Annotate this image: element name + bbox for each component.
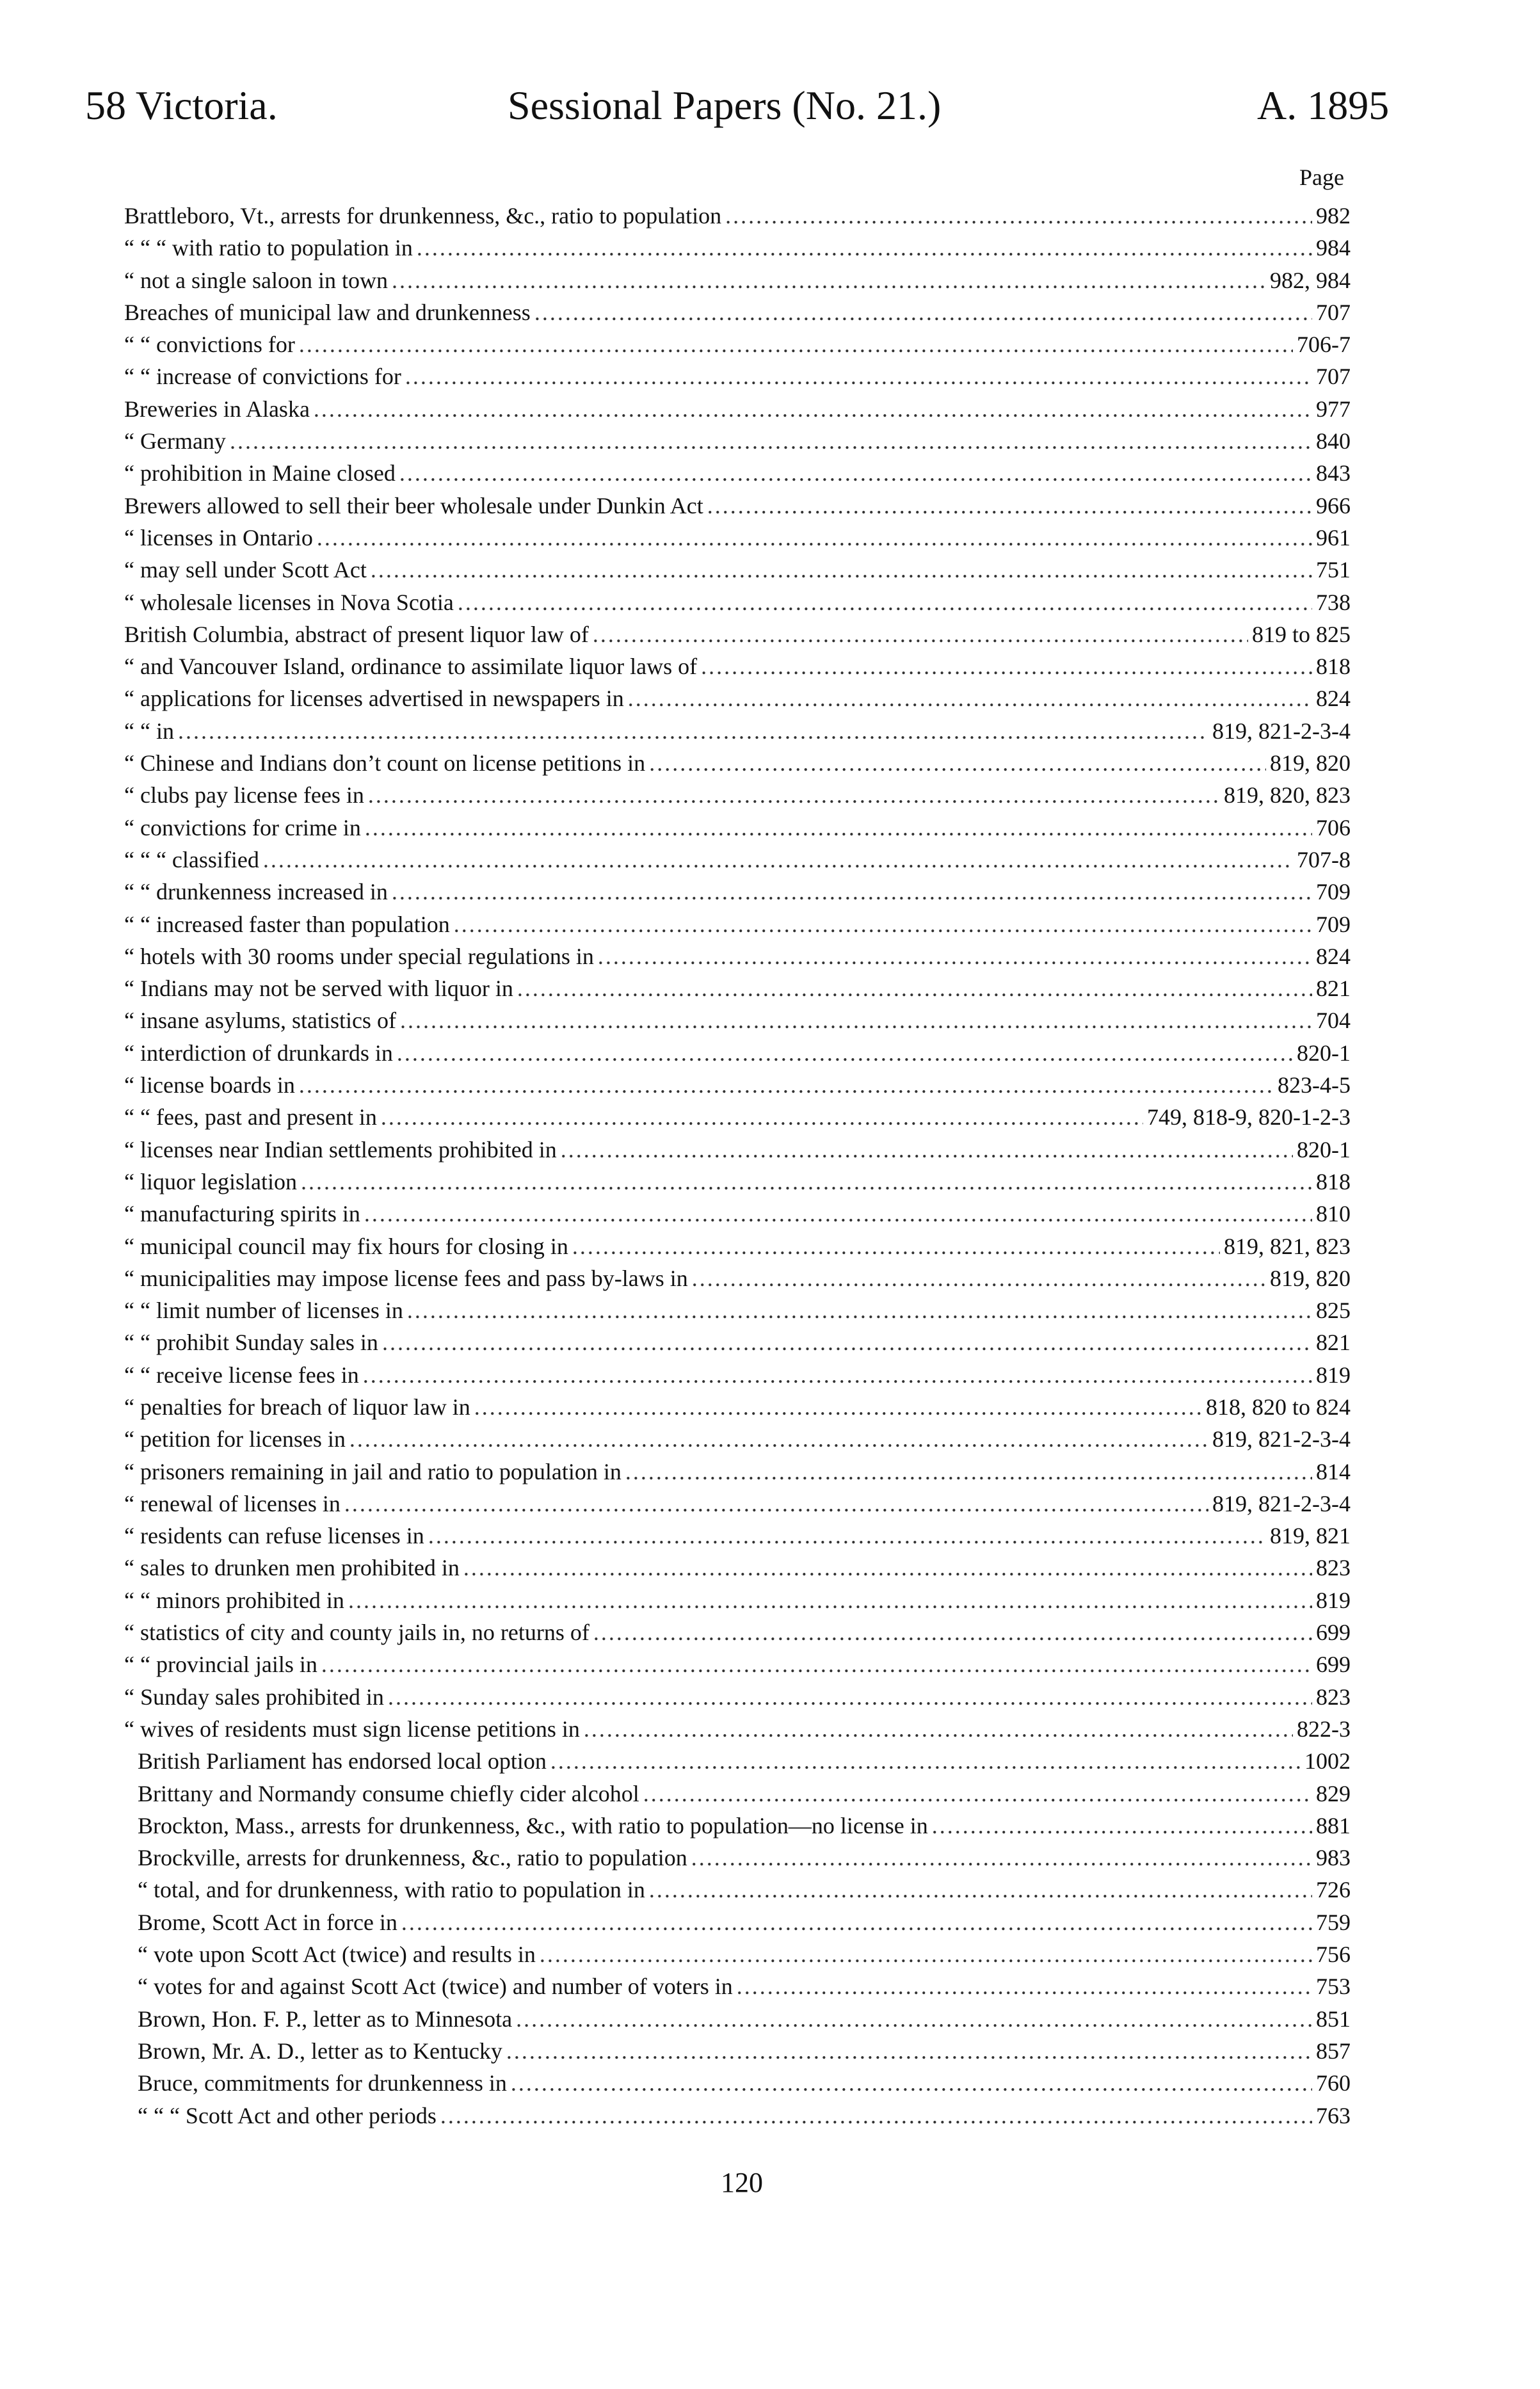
entry-page: 819, 820, 823 — [1224, 782, 1351, 808]
index-entry — [0, 1842, 1540, 1874]
entry-page: 840 — [1316, 428, 1351, 454]
index-entry — [0, 264, 1540, 296]
index-entry — [0, 232, 1540, 264]
entry-page: 977 — [1316, 396, 1351, 422]
dot-leader — [691, 1842, 1312, 1874]
index-entry — [0, 360, 1540, 392]
dot-leader — [440, 2100, 1312, 2132]
dot-leader — [540, 1938, 1312, 1970]
index-entry — [0, 1713, 1540, 1745]
entry-text: Breweries in Alaska — [124, 396, 310, 422]
index-entry — [0, 200, 1540, 232]
entry-text: Brown, Mr. A. D., letter as to Kentucky — [138, 2038, 502, 2064]
index-entry — [0, 522, 1540, 554]
entry-text: British Parliament has endorsed local option — [138, 1748, 547, 1774]
entry-page: 824 — [1316, 686, 1351, 712]
entry-page: 961 — [1316, 524, 1351, 551]
index-entry — [0, 2067, 1540, 2099]
dot-leader — [649, 747, 1266, 779]
index-entry — [0, 682, 1540, 714]
entry-page: 1002 — [1304, 1748, 1351, 1774]
entry-page: 753 — [1316, 1974, 1351, 2000]
index-entry — [0, 715, 1540, 747]
entry-page: 759 — [1316, 1909, 1351, 1935]
dot-leader — [299, 328, 1293, 360]
entry-text: Brittany and Normandy consume chiefly cider alcohol — [138, 1780, 639, 1806]
running-header — [0, 82, 1540, 140]
entry-text: “ “ drunkenness increased in — [124, 879, 388, 905]
index-entry — [0, 1262, 1540, 1294]
entry-text: “ Germany — [124, 428, 226, 454]
entry-page: 982 — [1316, 203, 1351, 229]
entry-page: 819 — [1316, 1587, 1351, 1613]
dot-leader — [392, 876, 1312, 908]
dot-leader — [417, 232, 1312, 264]
entry-page: 820-1 — [1297, 1040, 1351, 1066]
entry-page: 756 — [1316, 1942, 1351, 1968]
dot-leader — [344, 1488, 1208, 1520]
dot-leader — [349, 1423, 1208, 1455]
index-entry — [0, 1198, 1540, 1230]
entry-page: 819 to 825 — [1251, 621, 1351, 647]
dot-leader — [737, 1970, 1312, 2002]
index-entry — [0, 490, 1540, 522]
entry-page: 738 — [1316, 589, 1351, 615]
header-title: Sessional Papers (No. 21.) — [508, 83, 942, 128]
index-entry — [0, 393, 1540, 425]
entry-text: “ liquor legislation — [124, 1168, 297, 1194]
entry-page: 857 — [1316, 2038, 1351, 2064]
index-entry — [0, 296, 1540, 328]
dot-leader — [593, 618, 1248, 650]
entry-page: 819, 821-2-3-4 — [1212, 718, 1351, 744]
dot-leader — [516, 2003, 1312, 2035]
entry-text: “ “ prohibit Sunday sales in — [124, 1330, 378, 1356]
entry-text: “ votes for and against Scott Act (twice) and number of voters in — [138, 1974, 733, 2000]
index-entry — [0, 650, 1540, 682]
dot-leader — [397, 1037, 1293, 1069]
entry-text: “ wholesale licenses in Nova Scotia — [124, 589, 454, 615]
entry-page: 818, 820 to 824 — [1205, 1394, 1351, 1420]
dot-leader — [649, 1874, 1312, 1906]
entry-text: Brockton, Mass., arrests for drunkenness, &c., with ratio to population—no license in — [138, 1812, 928, 1838]
dot-leader — [707, 490, 1312, 522]
entry-page: 749, 818-9, 820-1-2-3 — [1147, 1104, 1351, 1130]
header-session: 58 Victoria. — [85, 83, 278, 128]
entry-text: Brattleboro, Vt., arrests for drunkenness, &c., ratio to population — [124, 203, 722, 229]
entry-page: 881 — [1316, 1812, 1351, 1838]
index-entry — [0, 747, 1540, 779]
dot-leader — [628, 682, 1312, 714]
entry-text: “ applications for licenses advertised in newspapers in — [124, 686, 624, 712]
entry-page: 814 — [1316, 1458, 1351, 1484]
dot-leader — [511, 2067, 1312, 2099]
index-entry — [0, 1004, 1540, 1036]
index-entry — [0, 2035, 1540, 2067]
entry-text: “ “ receive license fees in — [124, 1362, 359, 1388]
entry-page: 707 — [1316, 299, 1351, 325]
entry-text: “ total, and for drunkenness, with ratio to population in — [138, 1877, 645, 1903]
entry-text: “ manufacturing spirits in — [124, 1201, 360, 1227]
dot-leader — [701, 650, 1312, 682]
entry-text: British Columbia, abstract of present liquor law of — [124, 621, 589, 647]
entry-page: 819, 820 — [1270, 750, 1351, 776]
index-entry — [0, 1326, 1540, 1358]
dot-leader — [299, 1069, 1274, 1101]
entry-page: 819, 821-2-3-4 — [1212, 1426, 1351, 1452]
entry-text: Brewers allowed to sell their beer wholesale under Dunkin Act — [124, 492, 703, 519]
index-entry — [0, 1810, 1540, 1842]
index-entry — [0, 554, 1540, 586]
entry-text: “ Chinese and Indians don’t count on license petitions in — [124, 750, 646, 776]
entry-page: 983 — [1316, 1845, 1351, 1871]
entry-text: “ convictions for crime in — [124, 814, 361, 841]
dot-leader — [454, 908, 1312, 940]
entry-text: “ “ increase of convictions for — [124, 364, 401, 390]
entry-text: “ “ “ with ratio to population in — [124, 235, 413, 261]
dot-leader — [314, 393, 1312, 425]
entry-text: “ municipal council may fix hours for closing in — [124, 1233, 568, 1259]
index-entry — [0, 618, 1540, 650]
index-entry — [0, 1648, 1540, 1680]
index-entry — [0, 1745, 1540, 1777]
entry-page: 823-4-5 — [1278, 1072, 1351, 1098]
dot-leader — [598, 940, 1312, 972]
index-entry — [0, 1584, 1540, 1616]
entry-page: 818 — [1316, 1168, 1351, 1194]
entry-text: Bruce, commitments for drunkenness in — [138, 2070, 507, 2096]
dot-leader — [458, 586, 1312, 618]
entry-page: 819, 821-2-3-4 — [1212, 1490, 1351, 1516]
entry-page: 984 — [1316, 235, 1351, 261]
dot-leader — [317, 522, 1312, 554]
entry-text: “ “ limit number of licenses in — [124, 1298, 403, 1324]
entry-page: 823 — [1316, 1555, 1351, 1581]
dot-leader — [593, 1616, 1312, 1648]
index-entry — [0, 1970, 1540, 2002]
entry-text: Brown, Hon. F. P., letter as to Minnesota — [138, 2006, 513, 2032]
entry-text: Brockville, arrests for drunkenness, &c., ratio to population — [138, 1845, 687, 1871]
entry-text: “ “ “ Scott Act and other periods — [138, 2102, 437, 2128]
dot-leader — [550, 1745, 1301, 1777]
index-entry — [0, 876, 1540, 908]
entry-text: “ may sell under Scott Act — [124, 557, 367, 583]
entry-page: 709 — [1316, 879, 1351, 905]
header-year: A. 1895 — [1257, 83, 1390, 128]
index-entry — [0, 844, 1540, 876]
entry-text: “ “ provincial jails in — [124, 1652, 317, 1678]
entry-page: 699 — [1316, 1620, 1351, 1646]
dot-leader — [230, 425, 1312, 457]
entry-page: 821 — [1316, 976, 1351, 1002]
dot-leader — [368, 779, 1220, 811]
dot-leader — [517, 972, 1312, 1004]
entry-page: 825 — [1316, 1298, 1351, 1324]
dot-leader — [301, 1166, 1312, 1198]
dot-leader — [561, 1134, 1293, 1166]
entry-text: “ prisoners remaining in jail and ratio to population in — [124, 1458, 622, 1484]
entry-text: Brome, Scott Act in force in — [138, 1909, 397, 1935]
index-entry — [0, 1166, 1540, 1198]
dot-leader — [400, 1004, 1312, 1036]
index-entry — [0, 1037, 1540, 1069]
index-entry — [0, 457, 1540, 489]
dot-leader — [625, 1456, 1312, 1488]
index-entry — [0, 1359, 1540, 1391]
entry-page: 851 — [1316, 2006, 1351, 2032]
dot-leader — [506, 2035, 1312, 2067]
entry-page: 810 — [1316, 1201, 1351, 1227]
index-entry — [0, 1069, 1540, 1101]
entry-text: “ “ in — [124, 718, 174, 744]
entry-page: 821 — [1316, 1330, 1351, 1356]
dot-leader — [399, 457, 1312, 489]
entry-text: “ insane asylums, statistics of — [124, 1008, 396, 1034]
dot-leader — [643, 1778, 1312, 1810]
entry-text: “ residents can refuse licenses in — [124, 1523, 424, 1549]
entry-page: 819, 820 — [1270, 1265, 1351, 1291]
entry-text: “ prohibition in Maine closed — [124, 460, 396, 487]
dot-leader — [381, 1101, 1143, 1133]
entry-page: 709 — [1316, 911, 1351, 937]
entry-page: 707-8 — [1297, 846, 1351, 873]
entry-text: “ license boards in — [124, 1072, 295, 1098]
index-entry — [0, 1938, 1540, 1970]
dot-leader — [725, 200, 1312, 232]
dot-leader — [407, 1294, 1312, 1326]
entry-page: 751 — [1316, 557, 1351, 583]
entry-text: “ and Vancouver Island, ordinance to assimilate liquor laws of — [124, 654, 698, 680]
entry-page: 820-1 — [1297, 1136, 1351, 1162]
entry-page: 706-7 — [1297, 332, 1351, 358]
dot-leader — [428, 1520, 1266, 1552]
entry-text: “ statistics of city and county jails in, no returns of — [124, 1620, 590, 1646]
entry-page: 966 — [1316, 492, 1351, 519]
dot-leader — [584, 1713, 1293, 1745]
entry-text: “ licenses in Ontario — [124, 524, 313, 551]
entry-page: 760 — [1316, 2070, 1351, 2096]
index-entry — [0, 1101, 1540, 1133]
entry-page: 726 — [1316, 1877, 1351, 1903]
entry-page: 819, 821, 823 — [1224, 1233, 1351, 1259]
entry-text: “ renewal of licenses in — [124, 1490, 341, 1516]
index-entry — [0, 812, 1540, 844]
index-entry — [0, 1230, 1540, 1262]
entry-text: “ penalties for breach of liquor law in — [124, 1394, 470, 1420]
entry-text: “ “ “ classified — [124, 846, 259, 873]
dot-leader — [263, 844, 1293, 876]
entry-page: 704 — [1316, 1008, 1351, 1034]
entry-text: Breaches of municipal law and drunkenness — [124, 299, 531, 325]
entry-page: 822-3 — [1297, 1716, 1351, 1742]
entry-page: 819 — [1316, 1362, 1351, 1388]
entry-page: 843 — [1316, 460, 1351, 487]
page-number: 120 — [721, 2167, 763, 2198]
dot-leader — [365, 812, 1312, 844]
index-entry — [0, 1520, 1540, 1552]
index-entry — [0, 1391, 1540, 1423]
index-entry — [0, 1681, 1540, 1713]
entry-page: 982, 984 — [1270, 267, 1351, 293]
index-entry — [0, 1906, 1540, 1938]
index-entry — [0, 1423, 1540, 1455]
index-entry — [0, 1294, 1540, 1326]
entry-page: 699 — [1316, 1652, 1351, 1678]
entry-text: “ petition for licenses in — [124, 1426, 346, 1452]
dot-leader — [371, 554, 1312, 586]
entry-text: “ “ convictions for — [124, 332, 295, 358]
index-entry — [0, 1616, 1540, 1648]
dot-leader — [401, 1906, 1312, 1938]
entry-text: “ municipalities may impose license fees and pass by-laws in — [124, 1265, 688, 1291]
index-entry — [0, 2100, 1540, 2132]
entry-page: 829 — [1316, 1780, 1351, 1806]
dot-leader — [572, 1230, 1220, 1262]
page-column-label: Page — [1299, 165, 1344, 190]
dot-leader — [534, 296, 1312, 328]
entry-page: 818 — [1316, 654, 1351, 680]
index-entry — [0, 908, 1540, 940]
index-entry — [0, 1134, 1540, 1166]
entry-text: “ “ fees, past and present in — [124, 1104, 377, 1130]
entry-text: “ sales to drunken men prohibited in — [124, 1555, 460, 1581]
dot-leader — [178, 715, 1208, 747]
index-entry — [0, 1456, 1540, 1488]
entry-text: “ “ increased faster than population — [124, 911, 450, 937]
index-entry — [0, 1874, 1540, 1906]
index-entry — [0, 586, 1540, 618]
index-entry — [0, 1552, 1540, 1584]
index-entry — [0, 1488, 1540, 1520]
dot-leader — [392, 264, 1266, 296]
entry-text: “ Sunday sales prohibited in — [124, 1684, 384, 1710]
entry-text: “ wives of residents must sign license petitions in — [124, 1716, 580, 1742]
dot-leader — [932, 1810, 1312, 1842]
dot-leader — [463, 1552, 1312, 1584]
entry-page: 824 — [1316, 943, 1351, 969]
index-entries — [0, 200, 1540, 2132]
dot-leader — [364, 1198, 1312, 1230]
index-entry — [0, 1778, 1540, 1810]
dot-leader — [382, 1326, 1312, 1358]
dot-leader — [321, 1648, 1312, 1680]
dot-leader — [363, 1359, 1312, 1391]
entry-text: “ Indians may not be served with liquor in — [124, 976, 513, 1002]
index-entry — [0, 425, 1540, 457]
entry-text: “ hotels with 30 rooms under special regulations in — [124, 943, 594, 969]
dot-leader — [348, 1584, 1312, 1616]
index-entry — [0, 940, 1540, 972]
entry-page: 823 — [1316, 1684, 1351, 1710]
index-entry — [0, 328, 1540, 360]
index-entry — [0, 2003, 1540, 2035]
dot-leader — [388, 1681, 1312, 1713]
entry-text: “ “ minors prohibited in — [124, 1587, 344, 1613]
dot-leader — [692, 1262, 1266, 1294]
dot-leader — [474, 1391, 1202, 1423]
entry-page: 763 — [1316, 2102, 1351, 2128]
entry-page: 706 — [1316, 814, 1351, 841]
entry-text: “ clubs pay license fees in — [124, 782, 364, 808]
entry-text: “ not a single saloon in town — [124, 267, 388, 293]
entry-page: 707 — [1316, 364, 1351, 390]
entry-page: 819, 821 — [1270, 1523, 1351, 1549]
entry-text: “ licenses near Indian settlements prohibited in — [124, 1136, 557, 1162]
dot-leader — [405, 360, 1312, 392]
index-entry — [0, 972, 1540, 1004]
entry-text: “ vote upon Scott Act (twice) and results in — [138, 1942, 536, 1968]
entry-text: “ interdiction of drunkards in — [124, 1040, 393, 1066]
index-entry — [0, 779, 1540, 811]
